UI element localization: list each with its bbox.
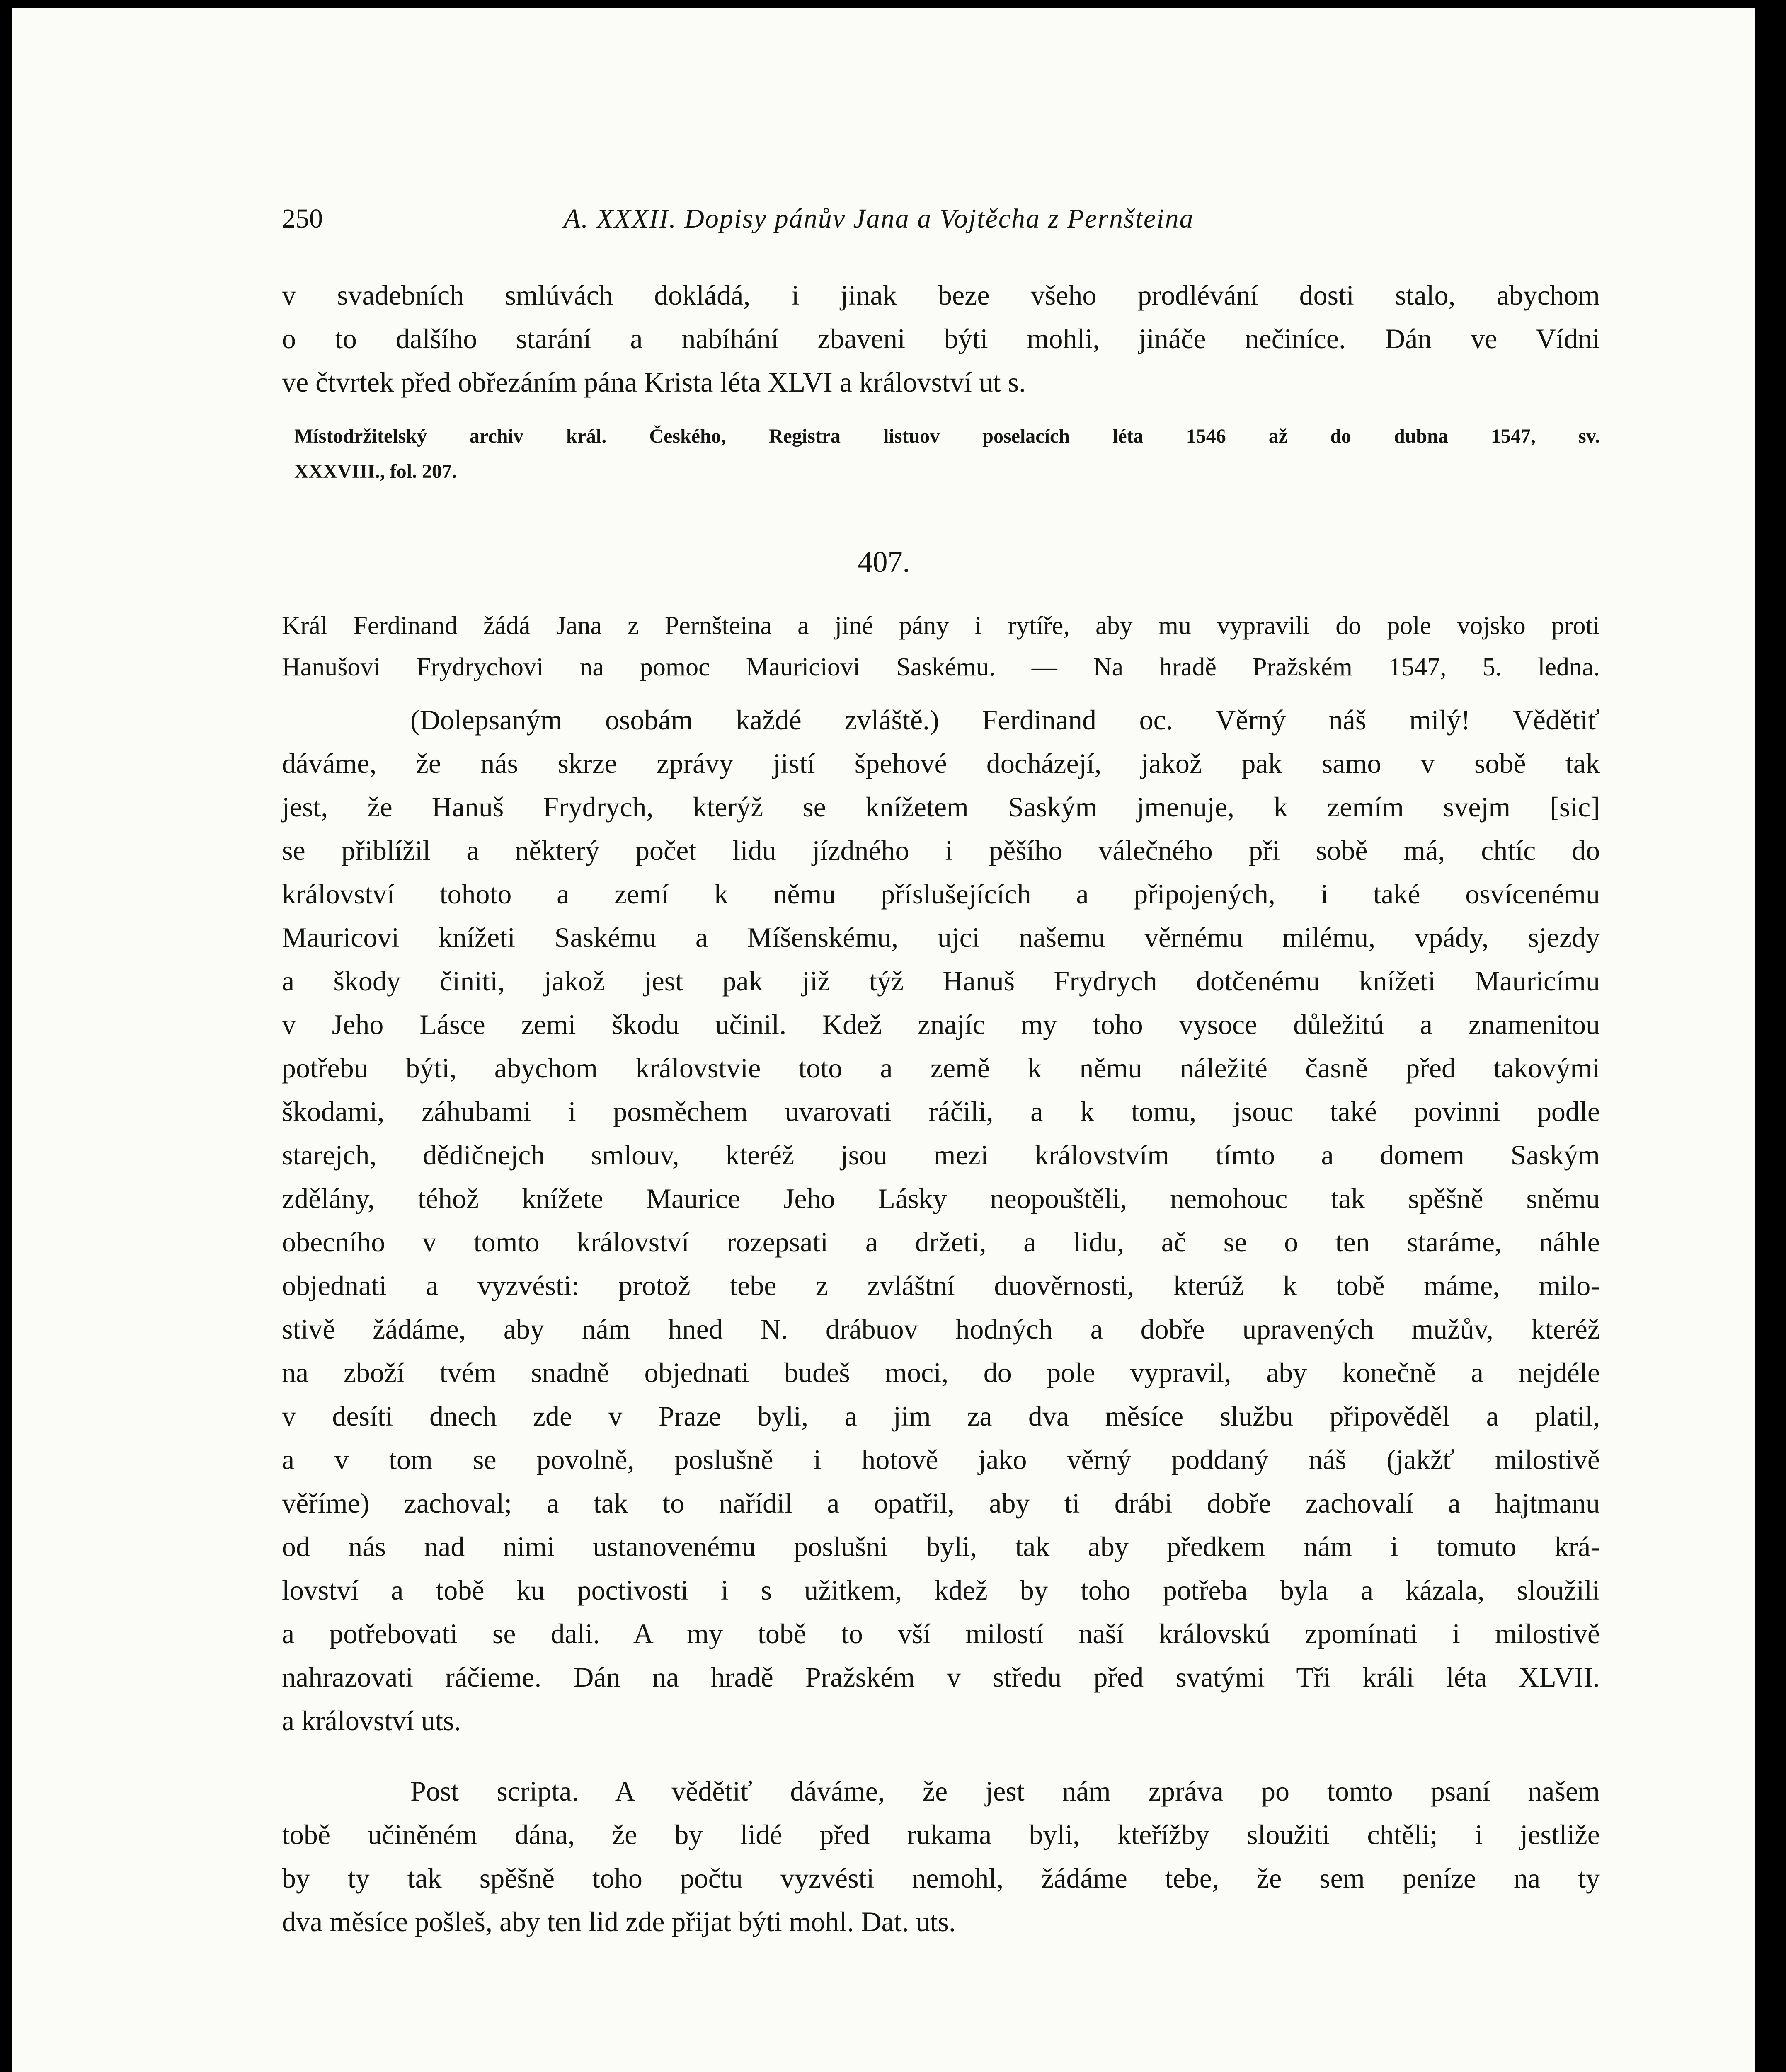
text-line: ve čtvrtek před obřezáním pána Krista léta XLVI a království ut s. (282, 366, 1026, 398)
letter-body (282, 698, 1600, 1743)
postscript-line: tobě učiněném dána, že by lidé před rukama byli, kteřížby sloužiti chtěli; i jestliže (282, 1819, 1600, 1850)
letter-line: lovství a tobě ku poctivosti i s užitkem, kdež by toho potřeba byla a kázala, sloužili (282, 1574, 1600, 1606)
postscript-line: by ty tak spěšně toho počtu vyzvésti nemohl, žádáme tebe, že sem peníze na ty (282, 1862, 1600, 1894)
letter-line: se přiblížil a některý počet lidu jízdného i pěšího válečného při sobě má, chtíc do (282, 835, 1600, 866)
scan-border (1755, 0, 1786, 2072)
letter-line: a království uts. (282, 1705, 461, 1736)
letter-line: stivě žádáme, aby nám hned N. drábuov hodných a dobře upravených mužův, kteréž (282, 1313, 1600, 1345)
document-number: 407. (858, 545, 910, 579)
letter-line: a potřebovati se dali. A my tobě to vší milostí naší královskú zpomínati i milostivě (282, 1618, 1600, 1649)
letter-line: starejch, dědičnejch smlouv, kteréž jsou mezi královstvím tímto a domem Saským (282, 1139, 1600, 1171)
page-number: 250 (282, 203, 323, 234)
postscript (282, 1769, 1600, 1944)
postscript-line: dva měsíce pošleš, aby ten lid zde přijat býti mohl. Dat. uts. (282, 1906, 956, 1937)
letter-line: a škody činiti, jakož jest pak již týž Hanuš Frydrych dotčenému knížeti Mauricímu (282, 965, 1600, 997)
letter-line: zdělány, téhož knížete Maurice Jeho Lásky neopouštěli, nemohouc tak spěšně sněmu (282, 1183, 1600, 1214)
document-summary (282, 605, 1600, 688)
letter-line: království tohoto a zemí k němu příslušejících a připojených, i také osvícenému (282, 878, 1600, 910)
letter-line: jest, že Hanuš Frydrych, kterýž se knížetem Saským jmenuje, k zemím svejm [sic] (282, 791, 1600, 823)
top-paragraph (282, 274, 1600, 404)
letter-line: v Jeho Lásce zemi škodu učinil. Kdež znajíc my toho vysoce důležitú a znamenitou (282, 1009, 1600, 1040)
text-line: v svadebních smlúvách dokládá, i jinak beze všeho prodlévání dosti stalo, abychom (282, 279, 1600, 311)
letter-line: od nás nad nimi ustanovenému poslušni byli, tak aby předkem nám i tomuto krá- (282, 1531, 1600, 1562)
source-note (294, 419, 1600, 489)
letter-line: (Dolepsaným osobám každé zvláště.) Ferdinand oc. Věrný náš milý! Vědětiť (410, 704, 1600, 736)
letter-line: dáváme, že nás skrze zprávy jistí špehové docházejí, jakož pak samo v sobě tak (282, 748, 1600, 779)
text-line: o to dalšího starání a nabíhání zbaveni býti mohli, jináče nečiníce. Dán ve Vídni (282, 323, 1600, 354)
summary-line: Král Ferdinand žádá Jana z Pernšteina a jiné pány i rytíře, aby mu vypravili do pole vojsko proti (282, 612, 1600, 640)
letter-line: nahrazovati ráčieme. Dán na hradě Pražském v středu před svatými Tři králi léta XLVII. (282, 1661, 1600, 1693)
letter-line: škodami, záhubami i posměchem uvarovati ráčili, a k tomu, jsouc také povinni podle (282, 1096, 1600, 1127)
letter-line: věříme) zachoval; a tak to nařídil a opatřil, aby ti drábi dobře zachovalí a hajtmanu (282, 1487, 1600, 1519)
letter-line: v desíti dnech zde v Praze byli, a jim za dva měsíce službu připověděl a platil, (282, 1400, 1600, 1432)
note-line: XXXVIII., fol. 207. (294, 460, 457, 482)
letter-line: na zboží tvém snadně objednati budeš moci, do pole vypravil, aby konečně a nejdéle (282, 1357, 1600, 1388)
postscript-line: Post scripta. A vědětiť dáváme, že jest nám zpráva po tomto psaní našem (410, 1775, 1600, 1807)
page-header (282, 203, 1359, 240)
note-line: Místodržitelský archiv král. Českého, Registra listuov poselacích léta 1546 až do dubna 1547, sv. (294, 425, 1600, 447)
letter-line: Mauricovi knížeti Saskému a Míšenskému, ujci našemu věrnému milému, vpády, sjezdy (282, 922, 1600, 953)
letter-line: potřebu býti, abychom královstvie toto a země k němu náležité časně před takovými (282, 1052, 1600, 1084)
summary-line: Hanušovi Frydrychovi na pomoc Mauriciovi Saskému. — Na hradě Pražském 1547, 5. ledna. (282, 653, 1600, 681)
letter-line: a v tom se povolně, poslušně i hotově jako věrný poddaný náš (jakžť milostivě (282, 1444, 1600, 1475)
letter-line: obecního v tomto království rozepsati a držeti, a lidu, ač se o ten staráme, náhle (282, 1226, 1600, 1258)
running-title: A. XXXII. Dopisy pánův Jana a Vojtěcha z Pernšteina (564, 203, 1194, 234)
scanned-page (12, 8, 1755, 2072)
letter-line: objednati a vyzvésti: protož tebe z zvláštní duověrnosti, kterúž k tobě máme, milo- (282, 1270, 1600, 1301)
